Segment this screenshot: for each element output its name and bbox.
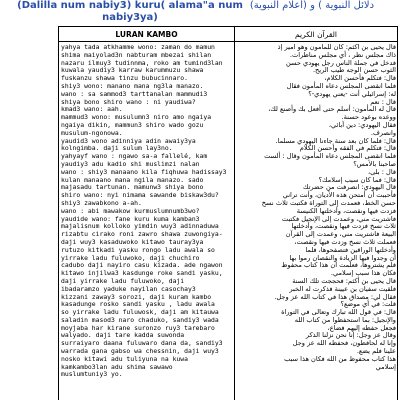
right-text-line: فلما انقضى المجلس دعاه المأمون فقال bbox=[286, 81, 396, 90]
left-text-line: wano : shiy3 manaano kila fiqhuwa hadissay3 bbox=[61, 167, 227, 176]
left-text-line: mammud3 wono: musulumn3 niro amo ngaiya bbox=[61, 113, 212, 122]
left-text-line: nazaru ilmuy3 tudinnma, roko am tumind3lan bbox=[61, 58, 223, 67]
left-text-line: fuskanzu shawa tinzu bubucinnaro. bbox=[61, 74, 188, 83]
right-text-line: ووعده بوعود حسنة. bbox=[341, 113, 396, 122]
right-text-line: فجعل حفظه إليهم فضاع، bbox=[327, 323, 396, 332]
right-text-line: فلم يشتروها، فعلمت أن هذا كتاب محفوظ bbox=[281, 261, 396, 270]
right-text-line: قال يحيى بن أكثم: فحججت تلك السنة bbox=[292, 276, 396, 285]
left-text-line: musulum-ngonowa. bbox=[61, 128, 123, 137]
right-text-line: ذاك مجلس نظر ، أي مجلس مناظرات. bbox=[289, 50, 396, 59]
right-text-line: فلما انقضى المجلس دعاه المأمون وقال : ألست bbox=[264, 152, 396, 161]
right-text-line: قال يحيى بن أكثم: كان للمأمون وهو أمير إذ bbox=[277, 44, 396, 51]
right-text-line: فدخل في جملة الناس رجل يهودي حسن bbox=[285, 58, 396, 67]
left-text-line: yaudide wano: fane kuru kuma kamban3 bbox=[61, 214, 200, 223]
right-text-line: قال: في قول الله تبارك وتعالى في التوراة bbox=[281, 308, 396, 317]
left-text-line: shiya bono shiro wano : ni yaudiwa? bbox=[61, 97, 196, 106]
right-text-line: فأحببت أن أمتحن هذه الأديان، وأنت تراني bbox=[282, 191, 396, 200]
left-text-line: surraiyaro daana fuluwaro dana da, sandiy3 bbox=[61, 339, 223, 348]
left-column-text bbox=[61, 44, 231, 399]
right-column-text bbox=[239, 44, 396, 399]
left-text-line: yirrake ladu fuluwoko, daji chuchiro bbox=[61, 253, 200, 262]
right-text-line: فزدت فيها ونقصت، وأدخلتها الكنيسة bbox=[296, 206, 396, 215]
right-text-line: فقال اليهودي: دين آبائي، bbox=[328, 120, 396, 129]
left-text-line: shiy3 zawabkono a-ah. bbox=[61, 198, 142, 207]
left-text-line: kmad3 wano: aah. bbox=[61, 105, 123, 114]
left-text-line: kizzani zaway3 sorozi, daji kuram kambo bbox=[61, 292, 212, 301]
left-text-line: rizabtu cirako roni zawro shawa zuwongiya- bbox=[61, 230, 223, 239]
left-text-line: kulan manaano mana ngila manazo. sado bbox=[61, 175, 204, 184]
column-divider bbox=[234, 27, 235, 400]
left-text-line: so yirrake ladu fuluwosk, daji am kitauwa bbox=[61, 308, 219, 317]
left-text-line: yahyayf wano : ngawo sa-a fallelé, kam bbox=[61, 152, 208, 161]
left-text-line: saladin masod3 naro chaduko, sandiy3 wada bbox=[61, 315, 219, 324]
left-text-line: moyjaba har kirane suronzo ruy3 tarebaro bbox=[61, 323, 215, 332]
bilingual-table bbox=[58, 26, 398, 400]
left-text-line: warrada gana gabso wa chessnin, daji wuy3 bbox=[61, 347, 219, 356]
right-text-line: قال اليهودي: انصرفت من حضرتك bbox=[303, 183, 396, 192]
right-text-line: والإنجيل: بما استحفظوا من كتاب الله bbox=[294, 315, 396, 324]
left-text-line: shiro wano: nyi nimama sawande biskaw3du? bbox=[61, 191, 219, 200]
left-text-line: shiy3 wono: manano mana ng3la manazo. bbox=[61, 81, 204, 90]
right-text-line: وانصرف. bbox=[370, 128, 396, 137]
left-text-line: kuwala yaudiy3 karraw karummuzu shawa bbox=[61, 66, 204, 75]
left-text-line: yaudiy3 adu kadio shi muslimzi nalan bbox=[61, 159, 200, 168]
right-text-line: فلقيت سفيان بن عيينة فذكرت له الخبر bbox=[289, 284, 396, 293]
left-text-line: muslumtuniy3 yo. bbox=[61, 370, 123, 379]
left-text-line: shima maiyolad3n nabturam mbezai shilan bbox=[61, 50, 212, 59]
left-text-line: yahya tada atkhamme wono: zaman do mamun bbox=[61, 44, 215, 51]
left-text-line: nosko kitawi adu tuliyuna na kuwa bbox=[61, 354, 188, 363]
right-text-line: ثلاث نسخ فزدت فيها ونقصت، وأدخلتها bbox=[291, 222, 396, 231]
right-text-line: حسن الخط، فعمدت إلى التوراة فكتبت ثلاث نسخ bbox=[261, 198, 396, 207]
left-text-line: ngaiya dikin, mammun3 shiro wado gozu bbox=[61, 120, 204, 129]
right-text-line: فعملت ثلاث نسخ وزدت فيها ونقصت، bbox=[294, 237, 396, 246]
left-text-line: wano : abi mawakow kurmuslumnumb3wo? bbox=[61, 206, 200, 215]
left-text-line: daji wuy3 kasaduwoko kitawo tauray3ya bbox=[61, 237, 204, 246]
right-text-line: فاشتريت مني، وعمدت إلى الإنجيل فكتبت bbox=[281, 214, 396, 223]
right-text-line: إسلامي bbox=[375, 362, 396, 371]
right-text-line: وقال عز وجل: إنا نحن نزلنا الذكر bbox=[305, 331, 396, 340]
left-text-line: kasadunge rosko sandi yasku , ladu awala bbox=[61, 300, 215, 309]
right-text-line: قال : بلى، bbox=[367, 167, 396, 176]
right-text-line: الثوب حسن الوجه طيب الريح. bbox=[312, 66, 396, 75]
left-text-line: walyado. daji tare kadda suwonda bbox=[61, 331, 185, 340]
left-text-line: cadubo daji nayiro casu kizada. ade ngawon bbox=[61, 261, 223, 270]
left-text-line: majalisnum kolloko yimdin wuy3 adinnaduwa bbox=[61, 222, 219, 231]
left-text-line: majasadu tartunan. mamunw3 shiya bono bbox=[61, 183, 204, 192]
left-text-line: yaudid3 wono adinniya adin awaiy3ya bbox=[61, 136, 196, 145]
right-text-line: هذا كتاب محفوظ من الله فكان هذا سبب bbox=[284, 354, 396, 363]
left-text-line: kamkambo3lan adu shima sawawo bbox=[61, 362, 173, 371]
right-text-line: قال : نعم bbox=[370, 97, 396, 106]
right-text-line: قال: فتكلم في الفقه وأحسن الكلام bbox=[299, 144, 396, 153]
left-text-line: ibadaramzo yaduke nayilan casochay3 bbox=[61, 284, 196, 293]
right-text-line: وإنا له لحافظون، فحفظه الله عز وجل bbox=[292, 339, 396, 348]
left-text-line: rutuzo kitkadi yasku rongo ladu awala so bbox=[61, 245, 215, 254]
header-title-latin: (Dalilla num nabiy3) kuru( alama"a num nabiy3ya) bbox=[17, 0, 243, 23]
right-text-line: صاحبنا بالأمس؟ bbox=[353, 159, 396, 168]
right-text-line: وأدخلتها الوراقين فتصفحوها، فلما bbox=[305, 245, 396, 254]
right-text-line: قلت: في أي موضع؟ bbox=[340, 300, 396, 309]
right-text-line: أن وجدوا فيها الزيادة والنقصان رموا بها bbox=[289, 253, 396, 262]
right-text-line: قال: فما كان سبب إسلامك؟ bbox=[318, 175, 396, 184]
left-column-heading: LURAN KAMBO bbox=[59, 27, 234, 42]
header-title-arabic: دلائل النبوية ) و (أعلام النبوية) bbox=[249, 0, 375, 11]
right-text-line: البيعة فاشتريت مني، وعمدت إلى القرآن bbox=[285, 230, 396, 239]
left-text-line: daji yirrake ladu fuluwoko, daji bbox=[61, 276, 185, 285]
right-text-line: علينا فلم يضع. bbox=[356, 347, 396, 356]
left-text-line: kolngimba. daji sulum lay3no. bbox=[61, 144, 173, 153]
left-text-line: kitawo injilwa3 kasdunge roke sandi yasku, bbox=[61, 269, 223, 278]
right-text-line: قال له المأمون: أسلم حتى أفعل بك وأصنع لك، bbox=[268, 105, 396, 114]
right-text-line: قال: فلما كان بعد سنة جاءنا اليهودي مسلما. bbox=[275, 136, 396, 145]
right-text-line: له: إسرائيلي أنت -يعني يهودي-؟ bbox=[308, 89, 396, 98]
right-text-line: فقال لي: مصداق هذا في كتاب الله عز وجل. bbox=[274, 292, 396, 301]
right-column-heading: القرآن الكريم bbox=[234, 27, 398, 42]
right-text-line: قال: فتكلم فأحسن الكلام، bbox=[324, 74, 396, 83]
right-text-line: فكان هذا سبب إسلامي. bbox=[330, 269, 396, 278]
left-text-line: wano : sa sammod3 tarttanalan mammudi3 bbox=[61, 89, 208, 98]
